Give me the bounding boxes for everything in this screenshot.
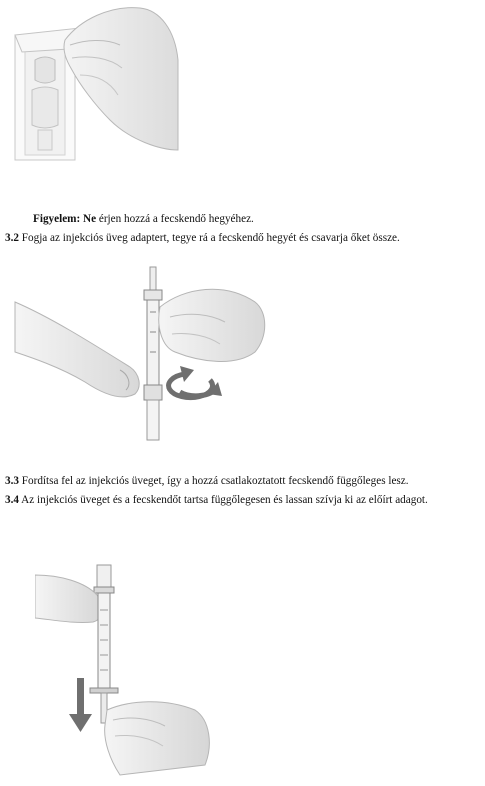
step-text: Fogja az injekciós üveg adaptert, tegye rá a fecskendő hegyét és csavarja őket össze. [21,232,400,244]
warning-label: Figyelem: [33,213,81,225]
step-number: 3.4 [5,494,19,506]
step-3-3 [5,474,409,488]
step-number: 3.2 [5,232,19,244]
warning-text [33,212,254,226]
illustration-attach-syringe [10,262,270,447]
step-number: 3.3 [5,475,19,487]
step-3-4 [5,493,428,507]
warning-emphasis: Ne [83,213,97,225]
step-3-2 [5,231,400,245]
warning-body: érjen hozzá a fecskendő hegyéhez. [98,213,254,225]
illustration-draw-dose [35,560,215,780]
illustration-open-blister [10,0,180,165]
step-text: Fordítsa fel az injekciós üveget, így a hozzá csatlakoztatott fecskendő függőleges lesz. [21,475,409,487]
step-text: Az injekciós üveget és a fecskendőt tartsa függőlegesen és lassan szívja ki az előírt adagot. [21,494,428,506]
